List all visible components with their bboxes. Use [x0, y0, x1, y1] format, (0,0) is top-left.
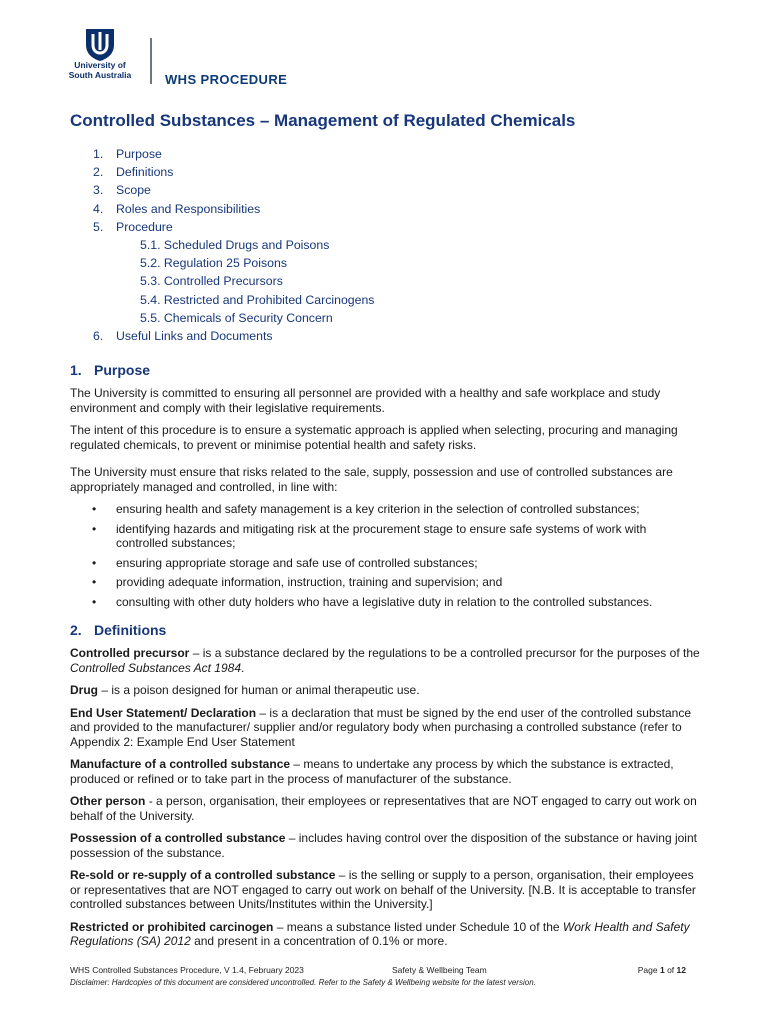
definition-text: – is the selling or supply to a person, organisation, their employees or representatives that are NOT engaged to carry out work on behalf of the University. [N.B. It is acceptable to transfer controlled substances between Units/Institutes within the University.]: [70, 868, 696, 911]
toc-item[interactable]: [93, 145, 374, 163]
definition-text: – is a substance declared by the regulations to be a controlled precursor for the purposes of the: [189, 646, 700, 660]
definition-item: [70, 683, 700, 698]
toc-item-number: 3.: [93, 183, 104, 198]
toc-item[interactable]: [93, 236, 374, 254]
footer-page-number: Page 1 of 12: [637, 965, 686, 975]
toc-item[interactable]: [93, 327, 374, 345]
toc-item[interactable]: [93, 218, 374, 236]
footer-team: Safety & Wellbeing Team: [392, 965, 487, 975]
definition-item: [70, 757, 700, 786]
definition-term: Restricted or prohibited carcinogen: [70, 919, 274, 934]
toc-item-label: 5.3. Controlled Precursors: [140, 274, 283, 289]
toc-item-label: Useful Links and Documents: [116, 328, 273, 343]
toc-item[interactable]: [93, 163, 374, 181]
toc-item-label: Procedure: [116, 219, 173, 234]
purpose-paragraph-1: The University is committed to ensuring all personnel are provided with a healthy and safe workplace and study environment and comply with their legislative requirements.: [70, 386, 661, 415]
toc-item-number: 4.: [93, 201, 104, 216]
definition-item: [70, 920, 700, 949]
definition-term: End User Statement/ Declaration: [70, 705, 257, 720]
purpose-bullet: • identifying hazards and mitigating risk at the procurement stage to ensure safe systems of work with controlled substances;: [70, 522, 700, 551]
definition-text: – includes having control over the disposition of the substance or having joint possession of the substance.: [70, 831, 697, 860]
definition-item: [70, 794, 700, 823]
definition-term: Controlled precursor: [70, 646, 190, 660]
footer-disclaimer: Disclaimer: Hardcopies of this document are considered uncontrolled. Refer to the Safety & Wellbeing website for the latest version.: [70, 978, 536, 987]
toc-item-label: Roles and Responsibilities: [116, 201, 261, 216]
definitions-list: [70, 646, 700, 949]
purpose-bullet: • ensuring appropriate storage and safe use of controlled substances;: [70, 556, 700, 571]
toc-item-label: 5.2. Regulation 25 Poisons: [140, 256, 287, 271]
definition-item: [70, 831, 700, 860]
purpose-bullet: • ensuring health and safety management is a key criterion in the selection of controlled substances;: [70, 502, 700, 517]
definition-term: Possession of a controlled substance: [70, 831, 286, 845]
definition-text-end: .: [241, 660, 245, 675]
toc-item-label: Definitions: [116, 165, 174, 180]
toc-item[interactable]: [93, 200, 374, 218]
definition-text: – means a substance listed under Schedule 10 of the: [273, 919, 563, 934]
footer-doc-ref: WHS Controlled Substances Procedure, V 1.4, February 2023: [70, 965, 304, 975]
definition-term: Manufacture of a controlled substance: [70, 757, 291, 771]
definition-item: [70, 646, 700, 675]
definition-text-end: and present in a concentration of 0.1% or more.: [190, 934, 448, 948]
purpose-bullet-list: [70, 502, 700, 609]
toc-item[interactable]: [93, 309, 374, 327]
definition-text: - a person, organisation, their employees or representatives that are NOT engaged to carry out work on behalf of the University.: [70, 794, 697, 823]
purpose-paragraph-3: The University must ensure that risks related to the sale, supply, possession and use of controlled substances are appropriately managed and controlled, in line with:: [70, 465, 673, 494]
definition-term: Re-sold or re-supply of a controlled substance: [70, 868, 336, 882]
toc-item[interactable]: [93, 181, 374, 199]
definitions-heading: 2. Definitions: [70, 622, 167, 638]
university-crest-icon: [84, 28, 116, 62]
purpose-heading: 1. Purpose: [70, 362, 151, 378]
definition-text: – is a declaration that must be signed by the end user of the controlled substance and provided to the manufacturer/ supplier and/or regulatory body when purchasing a controlled substance (refer to Appendix 2: Example End User Statement: [70, 705, 691, 749]
definition-item: [70, 706, 700, 750]
purpose-paragraph-2: The intent of this procedure is to ensure a systematic approach is applied when selecting, procuring and managing regulated chemicals, to prevent or minimise potential health and safety risks.: [70, 423, 678, 452]
definition-item: [70, 868, 700, 912]
purpose-bullet: • providing adequate information, instruction, training and supervision; and: [70, 575, 700, 590]
table-of-contents: [93, 145, 374, 345]
definitions-section: [70, 622, 700, 957]
toc-item-label: Purpose: [116, 147, 162, 161]
university-name: University of South Australia: [68, 60, 132, 80]
definition-citation: Work Health and Safety Regulations (SA) 2012: [70, 919, 690, 948]
page-title: Controlled Substances – Management of Regulated Chemicals: [70, 111, 576, 130]
document-type: WHS PROCEDURE: [165, 72, 288, 87]
toc-item-number: 2.: [93, 165, 104, 180]
definition-text: – is a poison designed for human or animal therapeutic use.: [98, 683, 420, 697]
definition-citation: Controlled Substances Act 1984: [70, 660, 241, 675]
toc-item[interactable]: [93, 254, 374, 272]
toc-item-label: 5.1. Scheduled Drugs and Poisons: [140, 237, 330, 252]
toc-item-number: 5.: [93, 219, 104, 234]
header-divider: [150, 38, 152, 84]
toc-item-label: 5.4. Restricted and Prohibited Carcinogens: [140, 292, 375, 307]
toc-item[interactable]: [93, 272, 374, 290]
toc-item-label: Scope: [116, 183, 151, 198]
purpose-bullet: • consulting with other duty holders who have a legislative duty in relation to the controlled substances.: [70, 595, 700, 610]
definition-term: Other person: [70, 794, 146, 808]
purpose-section: [70, 362, 700, 614]
toc-item[interactable]: [93, 291, 374, 309]
definition-text: – means to undertake any process by which the substance is extracted, produced or refined or to take part in the process of manufacturer of the substance.: [70, 757, 674, 786]
toc-item-number: 1.: [93, 147, 104, 161]
toc-item-number: 6.: [93, 328, 104, 343]
toc-item-label: 5.5. Chemicals of Security Concern: [140, 310, 333, 325]
page-footer: [70, 965, 686, 987]
definition-term: Drug: [70, 683, 98, 697]
